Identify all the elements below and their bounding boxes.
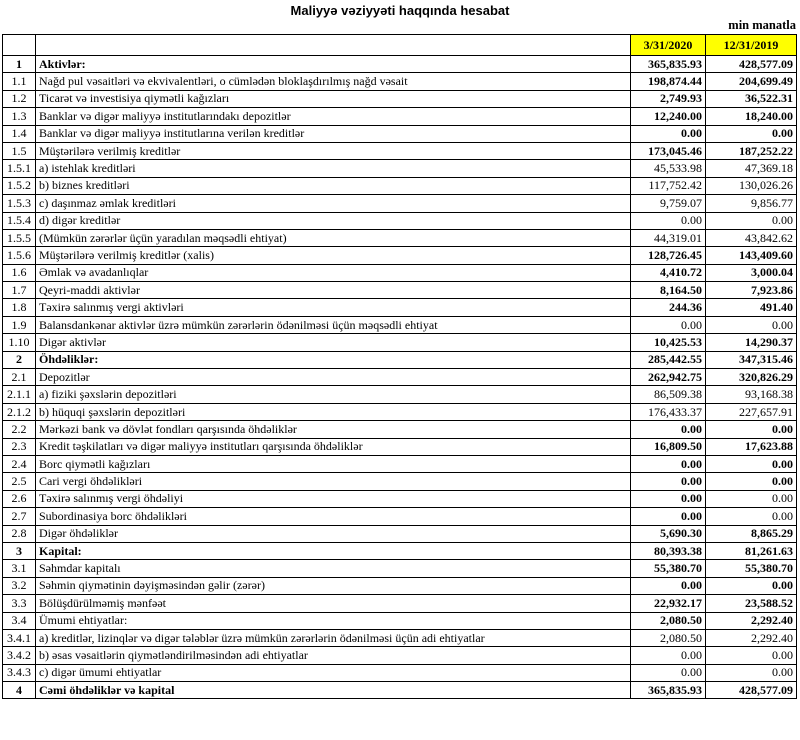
value-2019: 18,240.00 bbox=[706, 108, 797, 125]
value-2020: 0.00 bbox=[631, 421, 706, 438]
report-table-body bbox=[3, 35, 797, 699]
value-2020: 0.00 bbox=[631, 647, 706, 664]
value-2020: 0.00 bbox=[631, 508, 706, 525]
header-date-2019: 12/31/2019 bbox=[706, 35, 797, 56]
table-row bbox=[3, 264, 797, 281]
value-2019: 347,315.46 bbox=[706, 351, 797, 368]
value-2019: 227,657.91 bbox=[706, 403, 797, 420]
value-2019: 8,865.29 bbox=[706, 525, 797, 542]
row-number: 1.5.5 bbox=[3, 229, 36, 246]
row-label: (Mümkün zərərlər üçün yaradılan məqsədli ehtiyat) bbox=[36, 229, 631, 246]
value-2019: 0.00 bbox=[706, 212, 797, 229]
row-number: 1.9 bbox=[3, 316, 36, 333]
row-label: Səhmin qiymətinin dəyişməsindən gəlir (zərər) bbox=[36, 577, 631, 594]
value-2020: 8,164.50 bbox=[631, 282, 706, 299]
value-2020: 12,240.00 bbox=[631, 108, 706, 125]
value-2019: 0.00 bbox=[706, 490, 797, 507]
row-number: 2.2 bbox=[3, 421, 36, 438]
table-row bbox=[3, 577, 797, 594]
value-2019: 0.00 bbox=[706, 473, 797, 490]
value-2020: 80,393.38 bbox=[631, 542, 706, 559]
value-2020: 0.00 bbox=[631, 490, 706, 507]
table-row bbox=[3, 73, 797, 90]
row-label: b) hüquqi şəxslərin depozitləri bbox=[36, 403, 631, 420]
value-2019: 428,577.09 bbox=[706, 682, 797, 699]
value-2020: 44,319.01 bbox=[631, 229, 706, 246]
value-2019: 0.00 bbox=[706, 577, 797, 594]
table-row bbox=[3, 108, 797, 125]
value-2020: 0.00 bbox=[631, 316, 706, 333]
row-number: 4 bbox=[3, 682, 36, 699]
value-2020: 244.36 bbox=[631, 299, 706, 316]
value-2020: 128,726.45 bbox=[631, 247, 706, 264]
table-row bbox=[3, 455, 797, 472]
value-2019: 0.00 bbox=[706, 455, 797, 472]
row-label: d) digər kreditlər bbox=[36, 212, 631, 229]
value-2019: 36,522.31 bbox=[706, 90, 797, 107]
row-label: Kapital: bbox=[36, 542, 631, 559]
table-row bbox=[3, 612, 797, 629]
unit-label: min manatla bbox=[728, 18, 796, 32]
row-label: Əmlak və avadanlıqlar bbox=[36, 264, 631, 281]
value-2020: 10,425.53 bbox=[631, 334, 706, 351]
table-row bbox=[3, 334, 797, 351]
row-number: 3.4.2 bbox=[3, 647, 36, 664]
table-row bbox=[3, 177, 797, 194]
value-2020: 2,080.50 bbox=[631, 612, 706, 629]
value-2019: 0.00 bbox=[706, 125, 797, 142]
row-number: 2.1.1 bbox=[3, 386, 36, 403]
row-label: Nağd pul vəsaitləri və ekvivalentləri, o cümlədən bloklaşdırılmış nağd vəsait bbox=[36, 73, 631, 90]
row-number: 1 bbox=[3, 56, 36, 73]
value-2020: 2,080.50 bbox=[631, 629, 706, 646]
row-label: Ümumi ehtiyatlar: bbox=[36, 612, 631, 629]
value-2020: 22,932.17 bbox=[631, 595, 706, 612]
table-row bbox=[3, 90, 797, 107]
row-label: Cari vergi öhdəlikləri bbox=[36, 473, 631, 490]
table-row bbox=[3, 438, 797, 455]
row-number: 2.4 bbox=[3, 455, 36, 472]
row-number: 3 bbox=[3, 542, 36, 559]
row-label: Təxirə salınmış vergi öhdəliyi bbox=[36, 490, 631, 507]
value-2020: 198,874.44 bbox=[631, 73, 706, 90]
table-row bbox=[3, 629, 797, 646]
row-label: Depozitlər bbox=[36, 369, 631, 386]
row-label: b) biznes kreditləri bbox=[36, 177, 631, 194]
table-row bbox=[3, 647, 797, 664]
value-2019: 143,409.60 bbox=[706, 247, 797, 264]
value-2019: 320,826.29 bbox=[706, 369, 797, 386]
value-2020: 0.00 bbox=[631, 212, 706, 229]
row-number: 1.1 bbox=[3, 73, 36, 90]
row-number: 2.1 bbox=[3, 369, 36, 386]
row-label: c) daşınmaz əmlak kreditləri bbox=[36, 195, 631, 212]
value-2019: 187,252.22 bbox=[706, 142, 797, 159]
table-row bbox=[3, 160, 797, 177]
value-2020: 365,835.93 bbox=[631, 682, 706, 699]
table-row bbox=[3, 142, 797, 159]
table-row bbox=[3, 195, 797, 212]
value-2019: 93,168.38 bbox=[706, 386, 797, 403]
value-2019: 491.40 bbox=[706, 299, 797, 316]
row-label: Səhmdar kapitalı bbox=[36, 560, 631, 577]
table-row bbox=[3, 403, 797, 420]
row-number: 3.3 bbox=[3, 595, 36, 612]
table-row bbox=[3, 369, 797, 386]
value-2020: 5,690.30 bbox=[631, 525, 706, 542]
value-2019: 17,623.88 bbox=[706, 438, 797, 455]
row-number: 1.10 bbox=[3, 334, 36, 351]
value-2020: 117,752.42 bbox=[631, 177, 706, 194]
row-number: 1.5 bbox=[3, 142, 36, 159]
value-2020: 9,759.07 bbox=[631, 195, 706, 212]
table-row bbox=[3, 212, 797, 229]
row-label: c) digər ümumi ehtiyatlar bbox=[36, 664, 631, 681]
row-number: 2.3 bbox=[3, 438, 36, 455]
value-2020: 365,835.93 bbox=[631, 56, 706, 73]
value-2020: 16,809.50 bbox=[631, 438, 706, 455]
table-row bbox=[3, 473, 797, 490]
table-row bbox=[3, 125, 797, 142]
value-2020: 173,045.46 bbox=[631, 142, 706, 159]
row-label: Cəmi öhdəliklər və kapital bbox=[36, 682, 631, 699]
value-2019: 2,292.40 bbox=[706, 629, 797, 646]
value-2019: 0.00 bbox=[706, 664, 797, 681]
value-2019: 14,290.37 bbox=[706, 334, 797, 351]
row-label: Balansdankənar aktivlər üzrə mümkün zərərlərin ödənilməsi üçün məqsədli ehtiyat bbox=[36, 316, 631, 333]
row-number: 1.5.2 bbox=[3, 177, 36, 194]
row-number: 3.4.3 bbox=[3, 664, 36, 681]
value-2020: 0.00 bbox=[631, 455, 706, 472]
value-2020: 86,509.38 bbox=[631, 386, 706, 403]
value-2019: 130,026.26 bbox=[706, 177, 797, 194]
value-2019: 55,380.70 bbox=[706, 560, 797, 577]
value-2019: 7,923.86 bbox=[706, 282, 797, 299]
row-label: b) əsas vəsaitlərin qiymətləndirilməsindən adi ehtiyatlar bbox=[36, 647, 631, 664]
value-2019: 0.00 bbox=[706, 316, 797, 333]
row-number: 1.7 bbox=[3, 282, 36, 299]
row-label: Müştərilərə verilmiş kreditlər (xalis) bbox=[36, 247, 631, 264]
table-row bbox=[3, 247, 797, 264]
row-label: a) istehlak kreditləri bbox=[36, 160, 631, 177]
table-row bbox=[3, 299, 797, 316]
value-2020: 0.00 bbox=[631, 125, 706, 142]
value-2020: 285,442.55 bbox=[631, 351, 706, 368]
header-number-cell bbox=[3, 35, 36, 56]
row-number: 1.5.6 bbox=[3, 247, 36, 264]
row-label: Qeyri-maddi aktivlər bbox=[36, 282, 631, 299]
row-label: Öhdəliklər: bbox=[36, 351, 631, 368]
row-number: 1.6 bbox=[3, 264, 36, 281]
row-label: a) kreditlər, lizinqlər və digər tələblər üzrə mümkün zərərlərin ödənilməsi üçün adi ehtiyatlar bbox=[36, 629, 631, 646]
table-row bbox=[3, 421, 797, 438]
row-label: Mərkəzi bank və dövlət fondları qarşısında öhdəliklər bbox=[36, 421, 631, 438]
row-label: Subordinasiya borc öhdəlikləri bbox=[36, 508, 631, 525]
row-number: 3.4 bbox=[3, 612, 36, 629]
value-2020: 0.00 bbox=[631, 664, 706, 681]
table-row bbox=[3, 525, 797, 542]
value-2019: 0.00 bbox=[706, 647, 797, 664]
row-number: 1.5.3 bbox=[3, 195, 36, 212]
page-title: Maliyyə vəziyyəti haqqında hesabat bbox=[290, 3, 510, 18]
table-header-row bbox=[3, 35, 797, 56]
value-2019: 204,699.49 bbox=[706, 73, 797, 90]
row-number: 1.5.1 bbox=[3, 160, 36, 177]
table-row bbox=[3, 595, 797, 612]
header-label-cell bbox=[36, 35, 631, 56]
value-2019: 428,577.09 bbox=[706, 56, 797, 73]
value-2020: 45,533.98 bbox=[631, 160, 706, 177]
table-row bbox=[3, 316, 797, 333]
value-2019: 2,292.40 bbox=[706, 612, 797, 629]
value-2019: 9,856.77 bbox=[706, 195, 797, 212]
row-label: Digər aktivlər bbox=[36, 334, 631, 351]
row-label: Bölüşdürülməmiş mənfəət bbox=[36, 595, 631, 612]
table-row bbox=[3, 508, 797, 525]
value-2019: 0.00 bbox=[706, 421, 797, 438]
table-row bbox=[3, 490, 797, 507]
table-row bbox=[3, 682, 797, 699]
row-label: Borc qiymətli kağızları bbox=[36, 455, 631, 472]
value-2020: 2,749.93 bbox=[631, 90, 706, 107]
table-row bbox=[3, 386, 797, 403]
row-label: Banklar və digər maliyyə institutlarındakı depozitlər bbox=[36, 108, 631, 125]
row-label: Təxirə salınmış vergi aktivləri bbox=[36, 299, 631, 316]
row-number: 2.6 bbox=[3, 490, 36, 507]
row-number: 1.2 bbox=[3, 90, 36, 107]
value-2020: 55,380.70 bbox=[631, 560, 706, 577]
row-number: 2.7 bbox=[3, 508, 36, 525]
value-2020: 0.00 bbox=[631, 577, 706, 594]
row-number: 2.1.2 bbox=[3, 403, 36, 420]
table-row bbox=[3, 664, 797, 681]
value-2019: 43,842.62 bbox=[706, 229, 797, 246]
row-number: 3.1 bbox=[3, 560, 36, 577]
value-2019: 0.00 bbox=[706, 508, 797, 525]
table-row bbox=[3, 560, 797, 577]
row-label: Banklar və digər maliyyə institutlarına verilən kreditlər bbox=[36, 125, 631, 142]
row-number: 2 bbox=[3, 351, 36, 368]
table-row bbox=[3, 351, 797, 368]
row-number: 1.4 bbox=[3, 125, 36, 142]
row-number: 1.8 bbox=[3, 299, 36, 316]
financial-position-table bbox=[2, 34, 797, 699]
row-label: Müştərilərə verilmiş kreditlər bbox=[36, 142, 631, 159]
row-number: 2.5 bbox=[3, 473, 36, 490]
value-2020: 4,410.72 bbox=[631, 264, 706, 281]
table-row bbox=[3, 56, 797, 73]
row-label: Kredit təşkilatları və digər maliyyə institutları qarşısında öhdəliklər bbox=[36, 438, 631, 455]
table-row bbox=[3, 542, 797, 559]
value-2019: 23,588.52 bbox=[706, 595, 797, 612]
value-2019: 47,369.18 bbox=[706, 160, 797, 177]
row-label: a) fiziki şəxslərin depozitləri bbox=[36, 386, 631, 403]
table-row bbox=[3, 282, 797, 299]
table-row bbox=[3, 229, 797, 246]
header-date-2020: 3/31/2020 bbox=[631, 35, 706, 56]
row-number: 1.5.4 bbox=[3, 212, 36, 229]
value-2019: 3,000.04 bbox=[706, 264, 797, 281]
value-2019: 81,261.63 bbox=[706, 542, 797, 559]
row-number: 3.4.1 bbox=[3, 629, 36, 646]
value-2020: 0.00 bbox=[631, 473, 706, 490]
row-label: Aktivlər: bbox=[36, 56, 631, 73]
value-2020: 262,942.75 bbox=[631, 369, 706, 386]
row-label: Digər öhdəliklər bbox=[36, 525, 631, 542]
row-label: Ticarət və investisiya qiymətli kağızları bbox=[36, 90, 631, 107]
row-number: 3.2 bbox=[3, 577, 36, 594]
row-number: 2.8 bbox=[3, 525, 36, 542]
row-number: 1.3 bbox=[3, 108, 36, 125]
value-2020: 176,433.37 bbox=[631, 403, 706, 420]
